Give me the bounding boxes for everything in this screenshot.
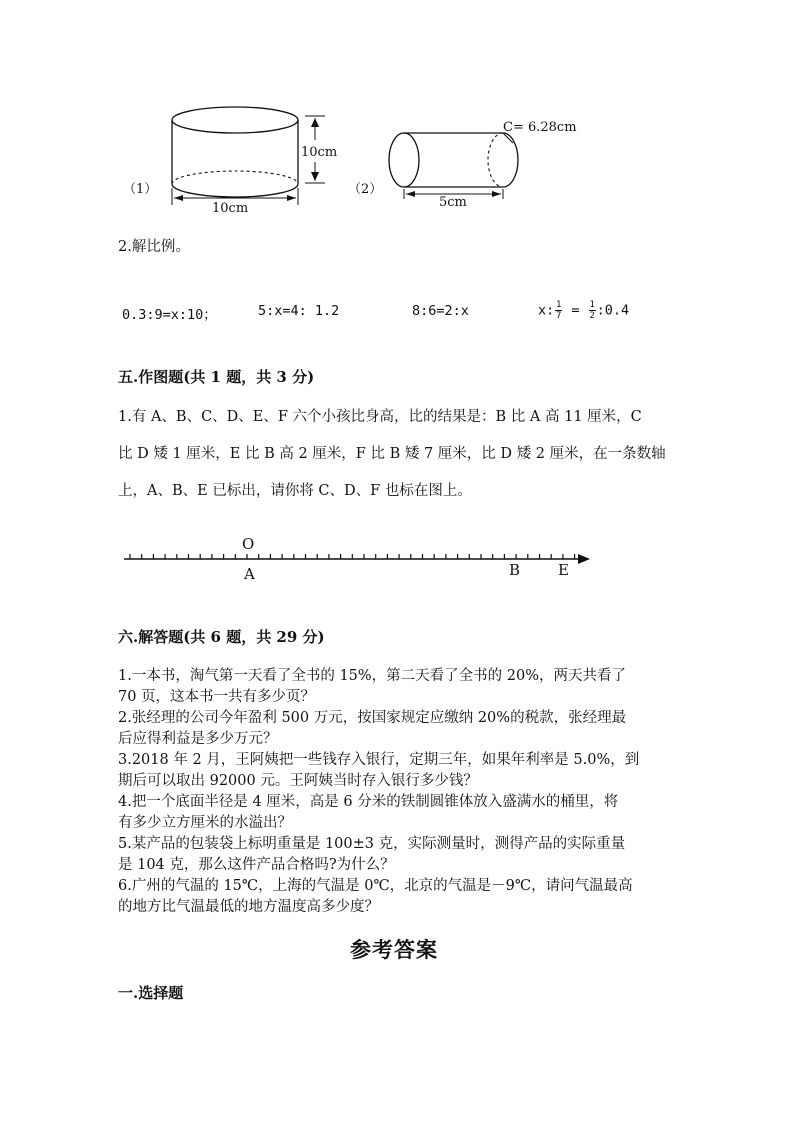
figure2-circumference-label: C= 6.28cm [503,120,577,135]
point-b-label: B [509,561,521,579]
section6-line-11: 6.广州的气温的 15℃，上海的气温是 0℃，北京的气温是－9℃，请问气温最高 [118,878,633,894]
section6-line-1: 1.一本书，淘气第一天看了全书的 15%，第二天看了全书的 20%，两天共看了 [118,668,627,684]
answers-section-heading: 一.选择题 [118,984,184,1002]
section6-heading: 六.解答题(共 6 题，共 29 分) [118,628,325,646]
figure1-diameter-label: 10cm [212,201,249,216]
answers-title: 参考答案 [350,937,438,962]
number-line [118,530,598,585]
section5-line-1: 1.有 A、B、C、D、E、F 六个小孩比身高，比的结果是：B 比 A 高 11 厘米，C [118,409,642,425]
section6-line-6: 期后可以取出 92000 元。王阿姨当时存入银行多少钱？ [118,773,478,789]
point-a-label: A [244,565,255,583]
section6-line-10: 是 104 克，那么这件产品合格吗?为什么？ [118,857,395,873]
section5-heading: 五.作图题(共 1 题，共 3 分) [118,368,315,386]
section6-line-3: 2.张经理的公司今年盈利 500 万元，按国家规定应缴纳 20%的税款，张经理最 [118,710,627,726]
section6-line-5: 3.2018 年 2 月，王阿姨把一些钱存入银行，定期三年，如果年利率是 5.0%，到 [118,752,640,768]
section5-line-3: 上，A、B、E 已标出，请你将 C、D、F 也标在图上。 [118,483,472,499]
fraction-1-7: $\frac{1}{7}$ [556,300,562,321]
section6-line-2: 70 页，这本书一共有多少页？ [118,689,316,705]
proportion-2: 5:x=4: 1.2 [258,303,340,319]
section5-line-2: 比 D 矮 1 厘米，E 比 B 高 2 厘米，F 比 B 矮 7 厘米，比 D 矮 2 厘米，在一条数轴 [118,446,666,462]
figure2-length-label: 5cm [439,195,467,210]
q2-title: 2.解比例。 [118,239,190,255]
section6-line-9: 5.某产品的包装袋上标明重量是 100±3 克，实际测量时，测得产品的实际重量 [118,836,626,852]
point-e-label: E [558,561,569,579]
section6-line-8: 有多少立方厘米的水溢出？ [118,815,292,831]
section6-line-4: 后应得利益是多少万元？ [118,731,278,747]
origin-label: O [242,535,255,553]
fraction-1-2: $\frac{1}{2}$ [589,300,595,321]
proportion-1: 0.3:9=x:10； [122,307,217,323]
figure2-label: （2） [348,182,383,197]
proportion-4: x: $\frac{1}{7}$ = $\frac{1}{2}$ :0.4 [538,300,630,321]
figure1-label: （1） [123,182,158,197]
proportion-3: 8:6=2:x [412,303,469,319]
section6-line-7: 4.把一个底面半径是 4 厘米，高是 6 分米的铁制圆锥体放入盛满水的桶里，将 [118,794,619,810]
section6-line-12: 的地方比气温最低的地方温度高多少度？ [118,899,379,915]
figure1-height-label: 10cm [301,145,338,160]
